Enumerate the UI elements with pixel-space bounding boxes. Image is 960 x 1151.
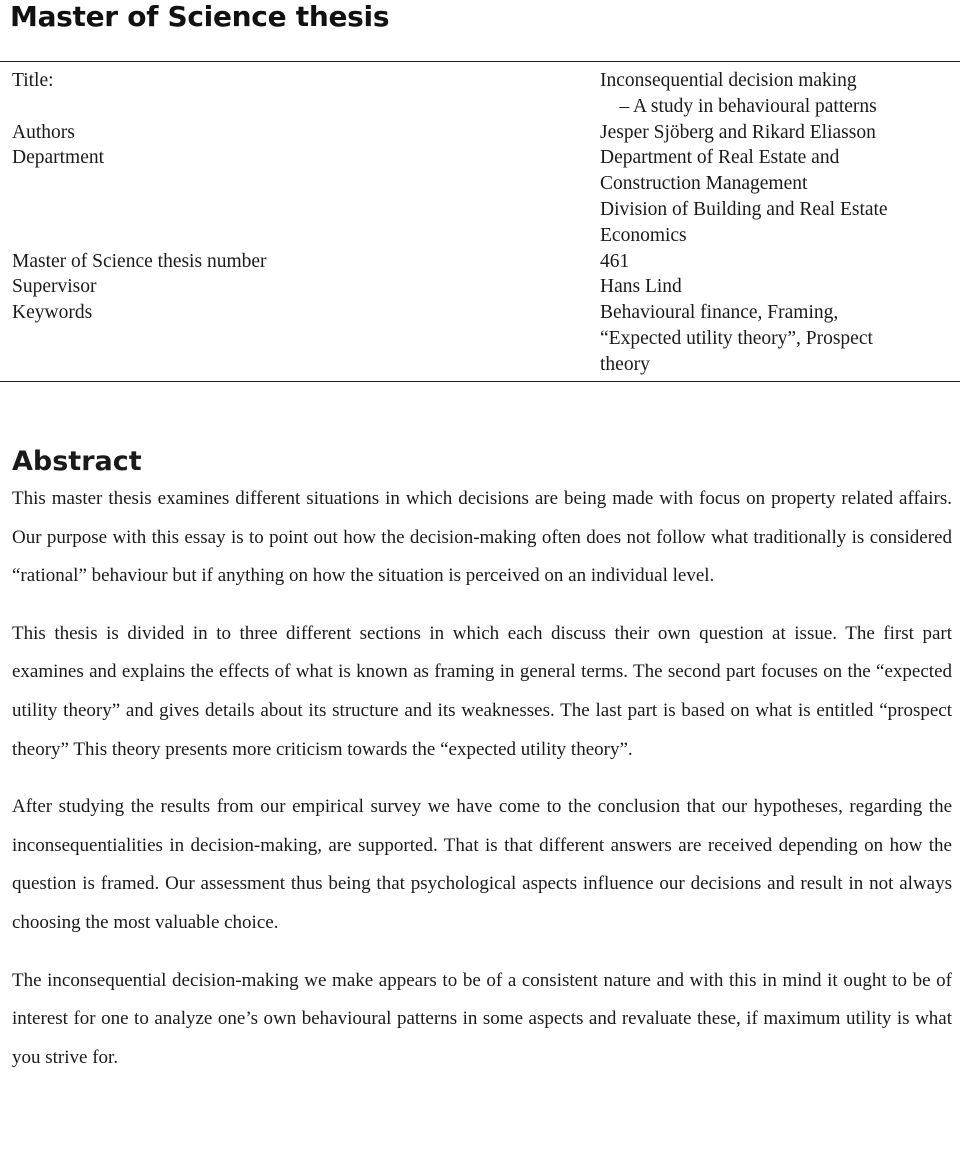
top-divider <box>0 61 960 62</box>
meta-row-title <box>0 68 960 120</box>
abstract-heading: Abstract <box>12 446 142 477</box>
abstract-paragraph: After studying the results from our empirical survey we have come to the conclusion that our hypotheses, regarding the inconsequentialities in decision-making, are supported. That is that different answers are received depending on how the question is framed. Our assessment thus being that psychological aspects influence our decisions and result in not always choosing the most valuable choice. <box>12 796 952 933</box>
meta-value-thesis-number: 461 <box>600 250 630 272</box>
meta-row-keywords <box>0 300 960 377</box>
thesis-metadata-table <box>0 68 960 378</box>
abstract-body <box>12 480 952 1096</box>
meta-label-department: Department <box>12 147 105 169</box>
meta-row-department <box>0 145 960 248</box>
document-title: Master of Science thesis <box>10 0 390 33</box>
abstract-paragraph: The inconsequential decision-making we make appears to be of a consistent nature and with this in mind it ought to be of interest for one to analyze one’s own behavioural patterns in some aspects and revaluate these, if maximum utility is what you strive for. <box>12 969 952 1068</box>
abstract-paragraph: This thesis is divided in to three different sections in which each discuss their own question at issue. The first part examines and explains the effects of what is known as framing in general terms. The second part focuses on the “expected utility theory” and gives details about its structure and its weaknesses. The last part is based on what is entitled “prospect theory” This theory presents more criticism towards the “expected utility theory”. <box>12 622 952 760</box>
meta-value-department: Department of Real Estate and Construction Management Division of Building and Real Estate Economics <box>600 147 888 246</box>
meta-row-supervisor <box>0 274 960 300</box>
meta-row-authors <box>0 120 960 146</box>
meta-row-thesis-number <box>0 249 960 275</box>
meta-label-supervisor: Supervisor <box>12 276 97 298</box>
bottom-divider <box>0 381 960 382</box>
meta-value-keywords: Behavioural finance, Framing, “Expected utility theory”, Prospect theory <box>600 302 873 375</box>
meta-value-authors: Jesper Sjöberg and Rikard Eliasson <box>600 121 876 143</box>
abstract-paragraph: This master thesis examines different situations in which decisions are being made with focus on property related affairs. Our purpose with this essay is to point out how the decision-making often does not follow what traditionally is considered “rational” behaviour but if anything on how the situation is perceived on an individual level. <box>12 488 952 587</box>
meta-label-thesis-number: Master of Science thesis number <box>12 250 267 272</box>
meta-value-supervisor: Hans Lind <box>600 276 682 298</box>
meta-label-authors: Authors <box>12 121 75 143</box>
meta-label-title: Title: <box>12 70 54 91</box>
meta-label-keywords: Keywords <box>12 302 93 324</box>
meta-value-title: Inconsequential decision making – A study in behavioural patterns <box>600 70 877 117</box>
